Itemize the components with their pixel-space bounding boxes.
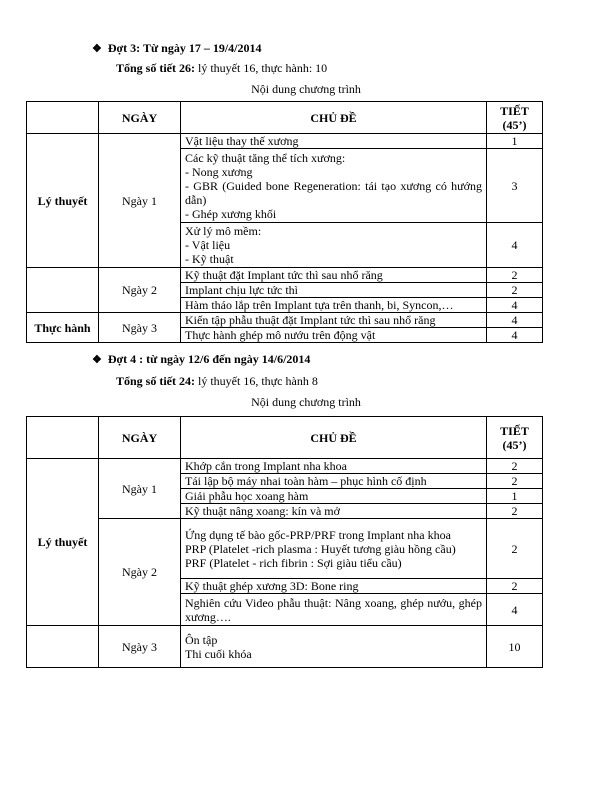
header-chude: CHỦ ĐỀ bbox=[181, 102, 487, 134]
day-cell: Ngày 2 bbox=[99, 268, 181, 313]
topic-cell: Kỹ thuật đặt Implant tức thì sau nhổ răng bbox=[181, 268, 487, 283]
table-row bbox=[27, 626, 543, 668]
tiet-cell: 4 bbox=[487, 313, 543, 328]
header-tiet: TIẾT (45’) bbox=[487, 102, 543, 134]
topic-cell: Ứng dụng tế bào gốc-PRP/PRF trong Implant nha khoa PRP (Platelet -rich plasma : Huyết tương giàu hồng cầu) PRF (Platelet - rich fibrin : Sợi giàu tiểu cầu) bbox=[181, 519, 487, 579]
header-ngay: NGÀY bbox=[99, 417, 181, 459]
topic-cell: Ôn tập Thi cuối khóa bbox=[181, 626, 487, 668]
tiet-cell: 2 bbox=[487, 474, 543, 489]
topic-cell: Tái lập bộ máy nhai toàn hàm – phục hình cố định bbox=[181, 474, 487, 489]
dot4-total bbox=[116, 374, 318, 389]
type-cell: Lý thuyết bbox=[27, 459, 99, 626]
type-cell-empty bbox=[27, 626, 99, 668]
day-cell: Ngày 1 bbox=[99, 134, 181, 268]
table-row bbox=[27, 459, 543, 474]
topic-cell: Kỹ thuật ghép xương 3D: Bone ring bbox=[181, 579, 487, 594]
dot3-table bbox=[26, 101, 543, 343]
tiet-cell: 1 bbox=[487, 489, 543, 504]
header-ngay: NGÀY bbox=[99, 102, 181, 134]
table-row bbox=[27, 268, 543, 283]
tiet-cell: 4 bbox=[487, 298, 543, 313]
tiet-cell: 2 bbox=[487, 504, 543, 519]
dot3-total bbox=[116, 61, 327, 76]
header-type bbox=[27, 102, 99, 134]
topic-cell: Các kỹ thuật tăng thể tích xương: - Nong xương - GBR (Guided bone Regeneration: tái tạo xương có hướng dẫn) - Ghép xương khối bbox=[181, 149, 487, 223]
day-cell: Ngày 3 bbox=[99, 313, 181, 343]
tiet-cell: 2 bbox=[487, 283, 543, 298]
dot4-total-detail: lý thuyết 16, thực hành 8 bbox=[195, 374, 318, 388]
dot4-caption: Nội dung chương trình bbox=[251, 395, 361, 409]
tiet-cell: 4 bbox=[487, 223, 543, 268]
topic-cell: Kiến tập phẫu thuật đặt Implant tức thì sau nhổ răng bbox=[181, 313, 487, 328]
dot4-heading: ❖ Đợt 4 : từ ngày 12/6 đến ngày 14/6/2014 bbox=[92, 352, 311, 366]
dot3-heading: ❖ Đợt 3: Từ ngày 17 – 19/4/2014 bbox=[92, 41, 262, 55]
tiet-cell: 1 bbox=[487, 134, 543, 149]
diamond-bullet-icon: ❖ bbox=[92, 43, 102, 55]
topic-cell: Hàm tháo lắp trên Implant tựa trên thanh, bi, Syncon,… bbox=[181, 298, 487, 313]
topic-cell: Implant chịu lực tức thì bbox=[181, 283, 487, 298]
day-cell: Ngày 1 bbox=[99, 459, 181, 519]
table-header-row bbox=[27, 417, 543, 459]
dot4-total-label: Tổng số tiết 24: bbox=[116, 374, 195, 388]
dot3-total-label: Tổng số tiết 26: bbox=[116, 61, 195, 75]
dot4-table bbox=[26, 416, 543, 668]
header-type bbox=[27, 417, 99, 459]
day-cell: Ngày 2 bbox=[99, 519, 181, 626]
tiet-cell: 10 bbox=[487, 626, 543, 668]
tiet-cell: 4 bbox=[487, 328, 543, 343]
type-cell: Thực hành bbox=[27, 313, 99, 343]
topic-cell: Thực hành ghép mô nướu trên động vật bbox=[181, 328, 487, 343]
tiet-cell: 2 bbox=[487, 268, 543, 283]
topic-cell: Vật liệu thay thế xương bbox=[181, 134, 487, 149]
table-row bbox=[27, 313, 543, 328]
dot3-total-detail: lý thuyết 16, thực hành: 10 bbox=[195, 61, 328, 75]
header-tiet: TIẾT (45’) bbox=[487, 417, 543, 459]
tiet-cell: 4 bbox=[487, 594, 543, 626]
dot3-caption: Nội dung chương trình bbox=[251, 82, 361, 96]
header-chude: CHỦ ĐỀ bbox=[181, 417, 487, 459]
tiet-cell: 2 bbox=[487, 459, 543, 474]
topic-cell: Nghiên cứu Video phẫu thuật: Nâng xoang, ghép nướu, ghép xương…. bbox=[181, 594, 487, 626]
table-row bbox=[27, 134, 543, 149]
diamond-bullet-icon: ❖ bbox=[92, 354, 102, 366]
table-row bbox=[27, 519, 543, 579]
topic-cell: Giải phẫu học xoang hàm bbox=[181, 489, 487, 504]
tiet-cell: 3 bbox=[487, 149, 543, 223]
tiet-cell: 2 bbox=[487, 579, 543, 594]
day-cell: Ngày 3 bbox=[99, 626, 181, 668]
topic-cell: Kỹ thuật nâng xoang: kín và mở bbox=[181, 504, 487, 519]
table-header-row bbox=[27, 102, 543, 134]
type-cell: Lý thuyết bbox=[27, 134, 99, 268]
topic-cell: Khớp cắn trong Implant nha khoa bbox=[181, 459, 487, 474]
topic-cell: Xử lý mô mềm: - Vật liệu - Kỹ thuật bbox=[181, 223, 487, 268]
tiet-cell: 2 bbox=[487, 519, 543, 579]
type-cell-empty bbox=[27, 268, 99, 313]
